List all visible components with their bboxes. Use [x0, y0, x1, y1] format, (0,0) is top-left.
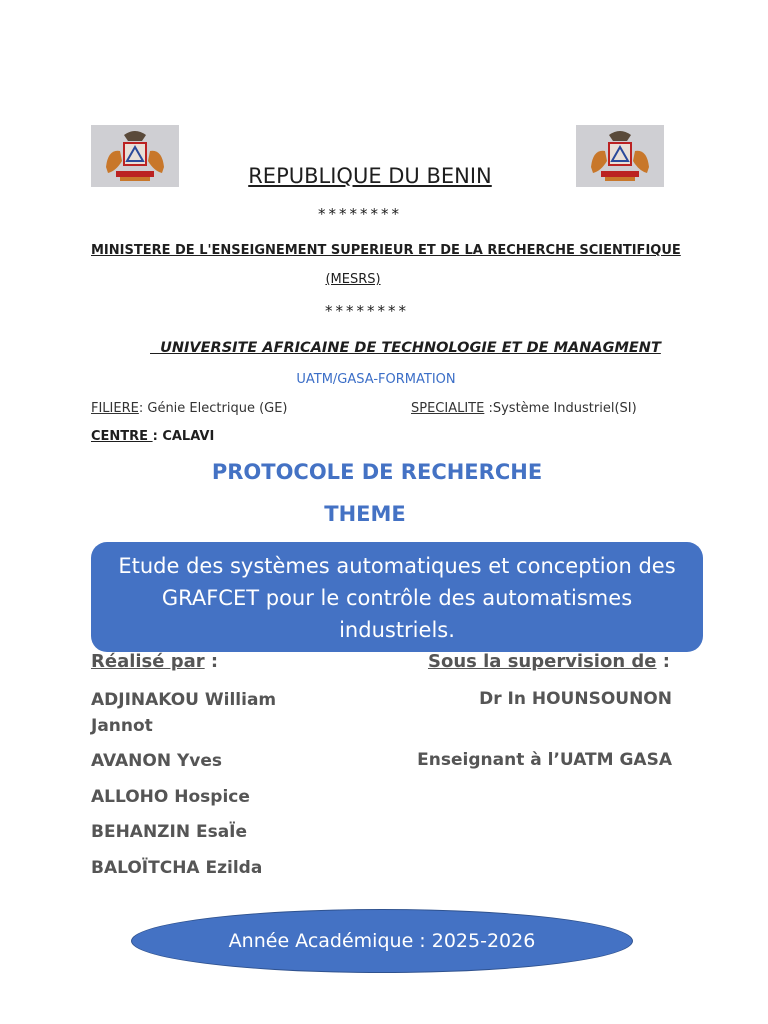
- student-name-3: ALLOHO Hospice: [91, 787, 250, 807]
- filiere-value: : Génie Electrique (GE): [138, 401, 288, 416]
- specialite-line: [411, 401, 637, 416]
- realise-colon: :: [204, 651, 219, 672]
- ministry-acronym: (MESRS): [325, 272, 381, 287]
- filiere-line: [91, 401, 288, 416]
- university-subtitle: UATM/GASA-FORMATION: [296, 372, 456, 387]
- centre-label: CENTRE: [91, 429, 153, 444]
- specialite-label: SPECIALITE: [411, 401, 485, 416]
- university-name: UNIVERSITE AFRICAINE DE TECHNOLOGIE ET DE MANAGMENT: [150, 340, 661, 356]
- supervision-colon: :: [656, 651, 670, 672]
- stars-separator-2: ********: [325, 302, 409, 320]
- protocol-title: PROTOCOLE DE RECHERCHE: [211, 460, 543, 484]
- academic-year-text: Année Académique : 2025-2026: [228, 930, 536, 952]
- supervision-label: Sous la supervision de: [427, 651, 657, 672]
- student-name-1: ADJINAKOU William Jannot: [91, 690, 277, 736]
- student-name-5: BALOÏTCHA Ezilda: [91, 858, 263, 878]
- stars-separator-1: ********: [318, 205, 402, 223]
- specialite-value: :Système Industriel(SI): [484, 401, 637, 416]
- academic-year-badge: [131, 909, 633, 973]
- student-name-4: BEHANZIN EsaÏe: [91, 822, 248, 842]
- student-name-2: AVANON Yves: [91, 751, 223, 771]
- filiere-label: FILIERE: [91, 401, 139, 416]
- supervisor-name: Dr In HOUNSOUNON: [479, 689, 672, 709]
- realise-heading: [91, 651, 218, 672]
- realise-label: Réalisé par: [91, 651, 205, 672]
- supervision-heading: [428, 651, 670, 672]
- republic-title: REPUBLIQUE DU BENIN: [248, 164, 492, 188]
- supervisor-role: Enseignant à l’UATM GASA: [417, 750, 672, 770]
- theme-heading: THEME: [324, 502, 406, 526]
- ministry-name: MINISTERE DE L'ENSEIGNEMENT SUPERIEUR ET DE LA RECHERCHE SCIENTIFIQUE: [91, 243, 681, 258]
- centre-value: : CALAVI: [152, 429, 215, 444]
- centre-line: [91, 429, 214, 444]
- theme-box: Etude des systèmes automatiques et conception des GRAFCET pour le contrôle des automatismes industriels.: [91, 542, 703, 652]
